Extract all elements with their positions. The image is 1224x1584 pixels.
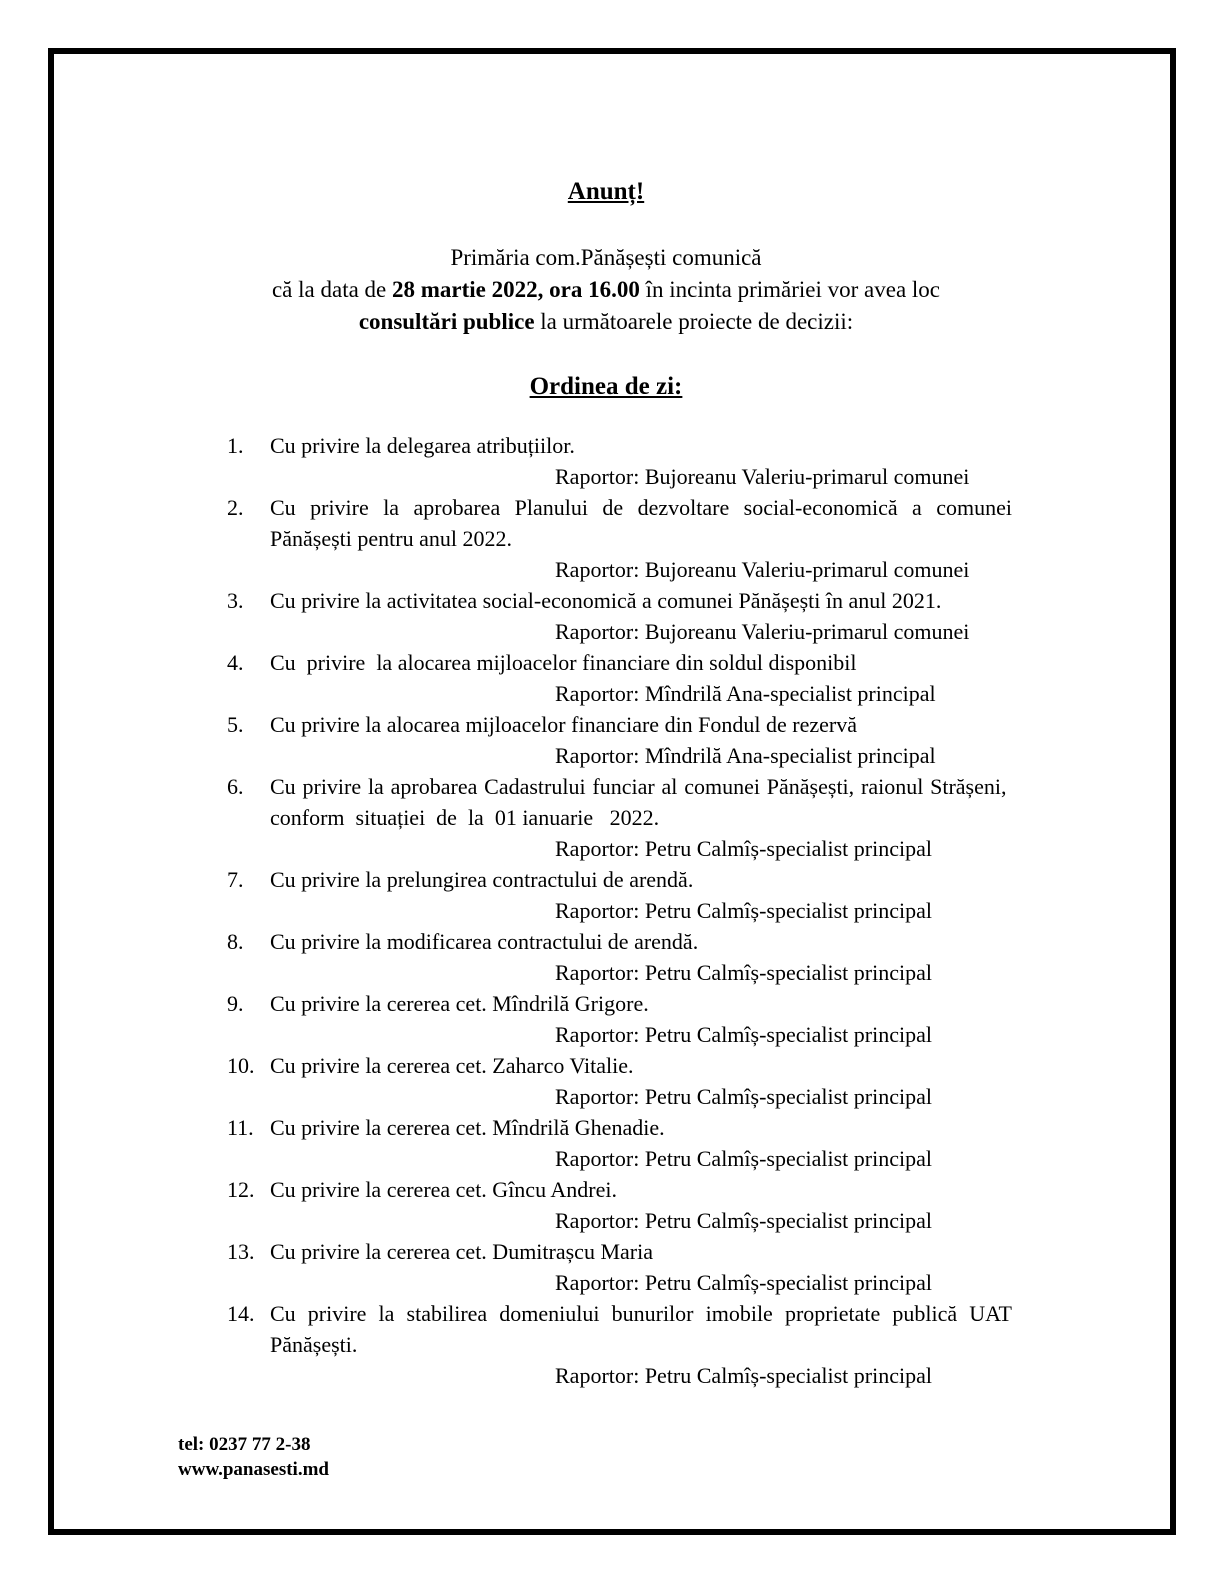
intro-line-2	[200, 274, 1012, 306]
agenda-item	[227, 647, 1012, 709]
agenda-item	[227, 492, 1012, 585]
intro-line-2-prefix: că la data de	[271, 277, 392, 302]
page-content	[54, 54, 1170, 1391]
footer	[178, 1432, 329, 1482]
raportor-line: Raportor: Mîndrilă Ana-specialist principal	[555, 743, 936, 768]
footer-website: www.panasesti.md	[178, 1459, 329, 1480]
item-number: 13.	[227, 1239, 255, 1264]
intro-line-3-suffix: la următoarele proiecte de decizii:	[534, 309, 854, 334]
raportor-line: Raportor: Petru Calmîș-specialist principal	[555, 898, 932, 923]
raportor-line: Raportor: Petru Calmîș-specialist principal	[555, 1363, 932, 1388]
item-number: 4.	[227, 650, 244, 675]
item-number: 7.	[227, 867, 244, 892]
item-text: Cu privire la cererea cet. Dumitrașcu Maria	[270, 1239, 653, 1264]
item-number: 3.	[227, 588, 244, 613]
item-text: Cu privire la alocarea mijloacelor financiare din Fondul de rezervă	[270, 712, 858, 737]
item-text: Cu privire la cererea cet. Zaharco Vitalie.	[270, 1053, 634, 1078]
intro-date-time-bold: 28 martie 2022, ora 16.00	[392, 277, 640, 302]
intro-line-2-suffix: în incinta primăriei vor avea loc	[639, 277, 941, 302]
agenda-item-line	[227, 988, 1012, 1019]
agenda-item	[227, 1112, 1012, 1174]
raportor-line: Raportor: Petru Calmîș-specialist principal	[555, 960, 932, 985]
item-text: Cu privire la cererea cet. Gîncu Andrei.	[270, 1177, 617, 1202]
raportor-line: Raportor: Mîndrilă Ana-specialist principal	[555, 681, 936, 706]
item-text: Cu privire la prelungirea contractului de arendă.	[270, 867, 694, 892]
doc-title: Anunț!	[567, 178, 645, 205]
raportor-line: Raportor: Petru Calmîș-specialist principal	[555, 1146, 932, 1171]
item-text: Cu privire la stabilirea domeniului bunurilor imobile proprietate publică UAT Pănășești.	[270, 1301, 1012, 1357]
raportor-line: Raportor: Petru Calmîș-specialist principal	[555, 1022, 932, 1047]
item-number: 5.	[227, 712, 244, 737]
agenda-list	[227, 430, 1012, 1391]
agenda-item	[227, 709, 1012, 771]
item-number: 12.	[227, 1177, 255, 1202]
intro-consultari-bold: consultări publice	[358, 309, 535, 334]
item-number: 10.	[227, 1053, 255, 1078]
agenda-item-line	[227, 1112, 1012, 1143]
agenda-item	[227, 988, 1012, 1050]
agenda-item-line	[227, 1298, 1012, 1360]
agenda-item	[227, 771, 1012, 864]
raportor-line: Raportor: Petru Calmîș-specialist principal	[555, 836, 932, 861]
agenda-item-line	[227, 492, 1012, 554]
agenda-item-line	[227, 1236, 1012, 1267]
agenda-item	[227, 1174, 1012, 1236]
item-text: Cu privire la modificarea contractului de arendă.	[270, 929, 699, 954]
agenda-item	[227, 1298, 1012, 1391]
agenda-item-line	[227, 926, 1012, 957]
intro-line-3	[200, 306, 1012, 338]
raportor-line: Raportor: Bujoreanu Valeriu-primarul comunei	[555, 619, 970, 644]
item-text: Cu privire la activitatea social-economică a comunei Pănășești în anul 2021.	[270, 588, 942, 613]
raportor-line: Raportor: Petru Calmîș-specialist principal	[555, 1270, 932, 1295]
agenda-item-line	[227, 585, 1012, 616]
agenda-item	[227, 1050, 1012, 1112]
item-text: Cu privire la alocarea mijloacelor financiare din soldul disponibil	[270, 650, 857, 675]
intro-line-1: Primăria com.Pănășești comunică	[450, 245, 762, 270]
item-text: Cu privire la cererea cet. Mîndrilă Ghenadie.	[270, 1115, 665, 1140]
agenda-item-line	[227, 864, 1012, 895]
agenda-item-line	[227, 430, 1012, 461]
header-block	[200, 178, 1012, 402]
item-number: 8.	[227, 929, 244, 954]
agenda-item-line	[227, 1050, 1012, 1081]
item-number: 2.	[227, 495, 244, 520]
intro-paragraph	[200, 242, 1012, 338]
raportor-line: Raportor: Bujoreanu Valeriu-primarul comunei	[555, 464, 970, 489]
agenda-item	[227, 430, 1012, 492]
item-text: Cu privire la aprobarea Cadastrului funciar al comunei Pănășești, raionul Strășeni, conform situației de la 01 ianuarie 2022.	[270, 774, 1012, 830]
agenda-item	[227, 864, 1012, 926]
item-text: Cu privire la cererea cet. Mîndrilă Grigore.	[270, 991, 649, 1016]
agenda-item	[227, 1236, 1012, 1298]
raportor-line: Raportor: Bujoreanu Valeriu-primarul comunei	[555, 557, 970, 582]
item-number: 6.	[227, 774, 244, 799]
agenda-heading: Ordinea de zi:	[529, 373, 683, 400]
item-number: 1.	[227, 433, 244, 458]
footer-phone: tel: 0237 77 2-38	[178, 1434, 311, 1455]
page-border	[48, 48, 1176, 1535]
raportor-line: Raportor: Petru Calmîș-specialist principal	[555, 1208, 932, 1233]
item-text: Cu privire la aprobarea Planului de dezvoltare social-economică a comunei Pănășești pentru anul 2022.	[270, 495, 1012, 551]
agenda-item-line	[227, 1174, 1012, 1205]
agenda-item-line	[227, 771, 1012, 833]
agenda-item-line	[227, 647, 1012, 678]
raportor-line: Raportor: Petru Calmîș-specialist principal	[555, 1084, 932, 1109]
item-text: Cu privire la delegarea atribuțiilor.	[270, 433, 575, 458]
agenda-item	[227, 926, 1012, 988]
agenda-item	[227, 585, 1012, 647]
item-number: 11.	[227, 1115, 254, 1140]
item-number: 14.	[227, 1301, 255, 1326]
item-number: 9.	[227, 991, 244, 1016]
agenda-item-line	[227, 709, 1012, 740]
